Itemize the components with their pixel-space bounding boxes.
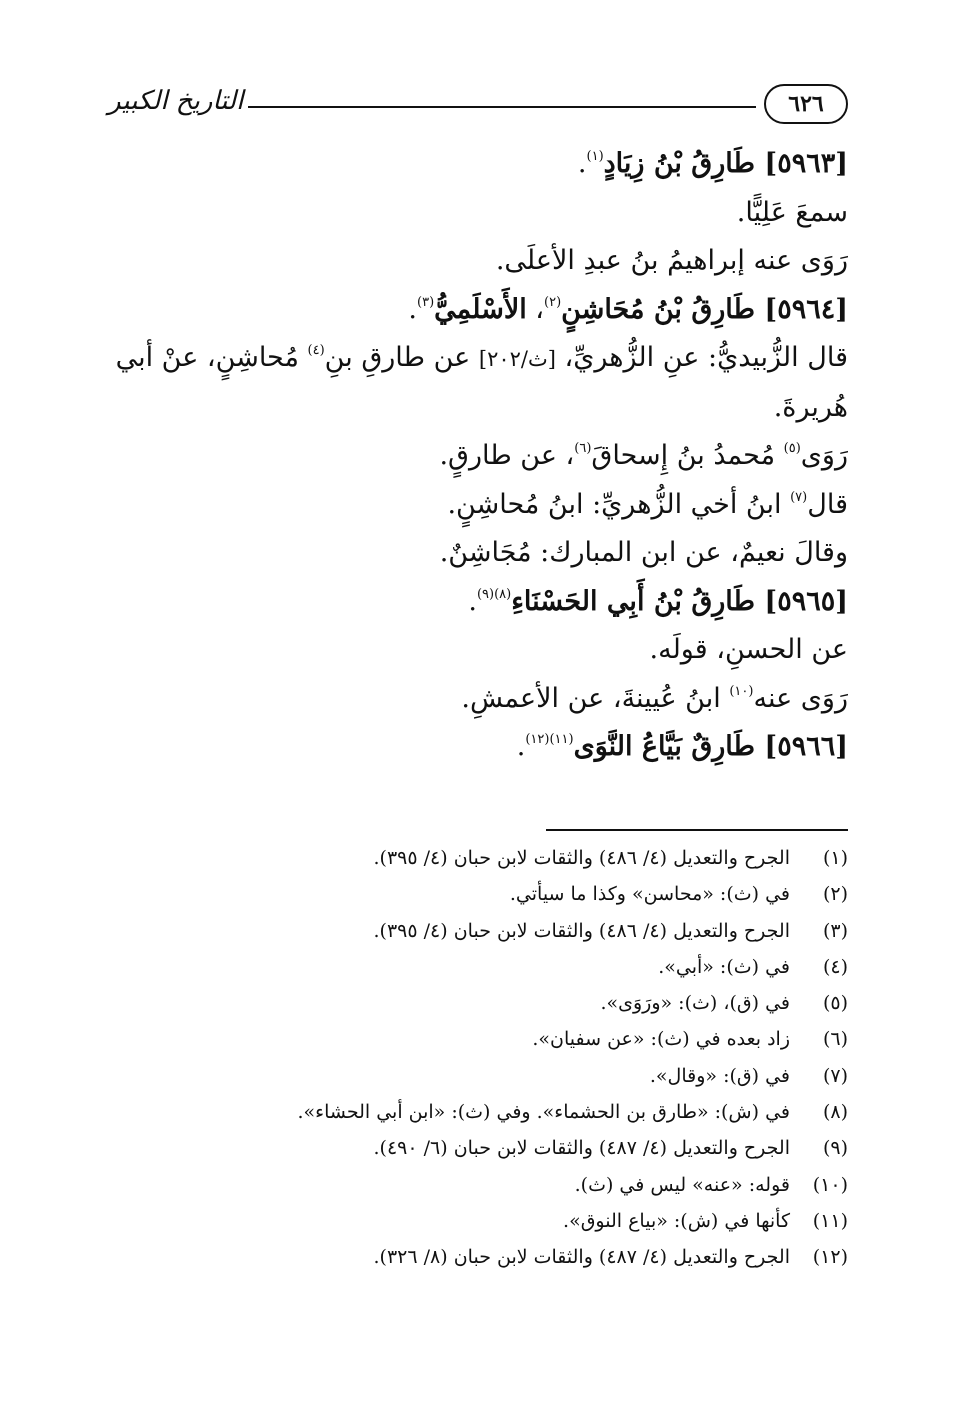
footnote-separator: [546, 829, 848, 831]
footnote: [108, 1094, 848, 1130]
text-line: [108, 675, 848, 724]
footnote: [108, 1021, 848, 1057]
footnote-marker: (١١): [549, 732, 574, 747]
book-title: التاريخ الكبير: [108, 86, 244, 116]
footnote-number: (٥): [822, 992, 848, 1015]
text-paragraph: [108, 334, 848, 432]
punctuation: .: [468, 585, 477, 617]
entry-title: [٥٩٦٥] طَارِقُ بْنُ أَبِي الحَسْنَاءِ: [511, 585, 848, 617]
footnote-marker: (٩): [476, 586, 495, 602]
entry-title: [٥٩٦٤] طَارِقُ بْنُ مُحَاشِنٍ: [561, 293, 848, 325]
footnote-text: في (ق)، (ث): «ورَوَى».: [600, 992, 790, 1015]
footnote-text: زاد بعده في (ث): «عن سفيان».: [532, 1028, 790, 1051]
text-segment: ابنُ عُيينةَ، عن الأعمشِ.: [461, 682, 730, 714]
punctuation: .: [516, 731, 526, 762]
footnote: [108, 913, 848, 949]
footnote-text: كأنها في (ش): «بياع النوق».: [563, 1209, 790, 1232]
entry-heading: [108, 578, 848, 627]
footnote-text: في (ث): «محاسن» وكذا ما سيأتي.: [509, 883, 790, 906]
text-segment: ، عن طارقٍ.: [439, 440, 575, 471]
footnote-text: في (ق): «وقال».: [649, 1064, 790, 1087]
entry-heading: [108, 140, 848, 189]
text-line: [108, 432, 848, 481]
text-segment: قال الزُّبيديُّ: عنِ الزُّهريِّ،: [555, 342, 848, 373]
footnote-marker: (١): [586, 149, 604, 164]
footnote-marker: (٣): [417, 294, 435, 310]
footnote-text: الجرح والتعديل (٤/ ٤٨٦) والثقات لابن حبان (٤/ ٣٩٥).: [373, 919, 790, 942]
footnote-marker: (٤): [307, 343, 325, 358]
text-line: عن الحسنِ، قولَه.: [649, 634, 848, 665]
footnote-number: (١٢): [812, 1246, 848, 1269]
text-line: رَوَى عنه إبراهيمُ بنُ عبدِ الأعلَى.: [495, 245, 848, 276]
footnote-number: (١١): [812, 1209, 848, 1232]
footnote-text: الجرح والتعديل (٤/ ٤٨٧) والثقات لابن حبان (٨/ ٣٢٦).: [373, 1246, 790, 1269]
footnote: [108, 949, 848, 985]
footnote-text: في (ث): «أبي».: [658, 955, 790, 978]
punctuation: ،: [526, 293, 545, 325]
footnote-marker: (٦): [574, 441, 592, 456]
header-rule: [248, 106, 756, 108]
footnote-marker: (٥): [783, 441, 801, 456]
punctuation: .: [408, 293, 417, 325]
footnote-number: (٩): [822, 1137, 848, 1160]
footnote-text: في (ش): «طارق بن الحشماء». وفي (ث): «ابن أبي الحشاء».: [297, 1101, 790, 1124]
footnote-number: (٤): [822, 955, 848, 978]
footnote-marker: (٧): [790, 489, 808, 505]
footnote-number: (٦): [822, 1028, 848, 1051]
page-number: ٦٢٦: [764, 84, 848, 124]
entry-title: [٥٩٦٣] طَارِقُ بْنُ زِيَادٍ: [603, 148, 848, 179]
footnote: [108, 1058, 848, 1094]
footnote-marker: (١٢): [525, 732, 550, 747]
footnote: [108, 1239, 848, 1275]
footnote: [108, 985, 848, 1021]
main-text: [108, 140, 848, 772]
page-header: [108, 84, 848, 128]
footnote: [108, 1203, 848, 1239]
punctuation: .: [577, 148, 587, 179]
footnote-number: (٢): [822, 883, 848, 906]
text-segment: رَوَى: [800, 440, 848, 471]
footnote-number: (١٠): [812, 1173, 848, 1196]
text-line: وقالَ نعيمٌ، عن ابن المبارك: مُجَاشِنٌ.: [439, 537, 848, 568]
footnote-text: قوله: «عنه» ليس في (ث).: [574, 1173, 790, 1196]
text-line: سمعَ عَلِيًّا.: [736, 196, 848, 228]
entry-heading: [108, 723, 848, 772]
footnote-text: الجرح والتعديل (٤/ ٤٨٧) والثقات لابن حبان (٦/ ٤٩٠).: [373, 1137, 790, 1160]
footnote-text: الجرح والتعديل (٤/ ٤٨٦) والثقات لابن حبان (٤/ ٣٩٥).: [373, 847, 790, 869]
text-segment: رَوَى عنه: [753, 682, 848, 714]
footnote-number: (٧): [822, 1064, 848, 1087]
footnotes: [108, 840, 848, 1276]
entry-title-nisba: الأَسْلَمِيُّ: [434, 293, 527, 325]
footnote-number: (٨): [822, 1101, 848, 1124]
text-segment: مُحاشِنٍ، عنْ أبي هُريرةَ.: [115, 342, 848, 423]
footnote-marker: (٢): [544, 294, 562, 310]
text-segment: مُحمدُ بنُ إِسحاقَ: [591, 440, 784, 471]
footnote: [108, 840, 848, 876]
text-line: [108, 481, 848, 530]
footnote-marker: (٨): [494, 586, 512, 602]
footnote: [108, 1130, 848, 1166]
footnote-number: (١): [822, 847, 848, 869]
footnote: [108, 1167, 848, 1203]
text-segment: عن طارقِ بنِ: [324, 342, 479, 373]
manuscript-folio-ref: [ث/٢٠٢]: [478, 347, 556, 371]
entry-title: [٥٩٦٦] طَارِقٌ بَيَّاعُ النَّوَى: [573, 731, 848, 762]
text-segment: ابنُ أخي الزُّهريِّ: ابنُ مُحاشِنٍ.: [447, 488, 791, 520]
footnote-marker: (١٠): [729, 683, 754, 699]
text-segment: قال: [807, 488, 848, 520]
entry-heading: [108, 286, 848, 335]
footnote-number: (٣): [822, 919, 848, 942]
footnote: [108, 876, 848, 912]
